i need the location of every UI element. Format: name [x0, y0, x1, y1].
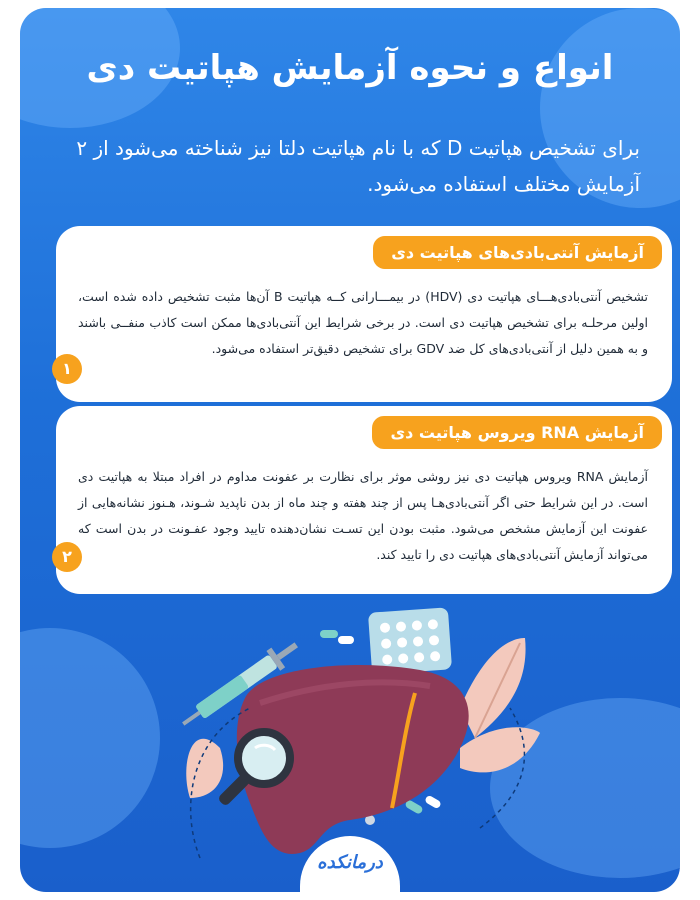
page-title: انواع و نحوه آزمایش هپاتیت دی [86, 48, 614, 88]
test-card-antibody [56, 226, 672, 402]
leaf-icon [460, 638, 526, 738]
intro-text: برای تشخیص هپاتیت D که با نام هپاتیت دلتا نیز شناخته می‌شود از ۲ آزمایش مختلف استفاده می‌شود. [76, 136, 640, 196]
brand-logo-text: درمانکده [317, 852, 383, 873]
card-body: آزمایش RNA ویروس هپاتیت دی نیز روشی موثر برای نظارت بر عفونت مداوم در افراد مبتلا به هپاتیت دی است. در این شرایط حتی اگر آنتی‌بادی‌هـا پس از چند هفته و چند ماه از بدن ناپدید شـوند، هـنوز نشانه‌هایی از عفونت این آزمایش مشخص می‌شود. مثبت بودن این تسـت نشان‌دهنده تایید وجود عفـونت در بدن است که می‌تواند آزمایش آنتی‌بادی‌های هپاتیت دی را تایید کند. [78, 469, 648, 562]
test-card-rna [56, 406, 672, 594]
pill-blister-icon [368, 607, 452, 674]
card-title: آزمایش RNA ویروس هپاتیت دی [372, 416, 662, 449]
number-badge: ۱ [52, 354, 82, 384]
leaf-icon [186, 739, 223, 798]
card-title: آزمایش آنتی‌بادی‌های هپاتیت دی [373, 236, 662, 269]
number-badge: ۲ [52, 542, 82, 572]
leaf-icon [460, 727, 540, 772]
card-body: تشخیص آنتی‌بادی‌هـــای هپاتیت دی (HDV) در بیمـــارانی کــه هپاتیت B آن‌ها مثبت تشخیص داده شده است، اولین مرحلـه برای تشخیص هپاتیت دی است. در برخی شرایط این آنتی‌بادی‌ها ممکن است کاذب منفــی باشند و به همین دلیل از آنتی‌بادی‌های کل ضد GDV برای تشخیص دقیق‌تر استفاده می‌شود. [78, 289, 648, 356]
infographic-poster [20, 8, 680, 892]
